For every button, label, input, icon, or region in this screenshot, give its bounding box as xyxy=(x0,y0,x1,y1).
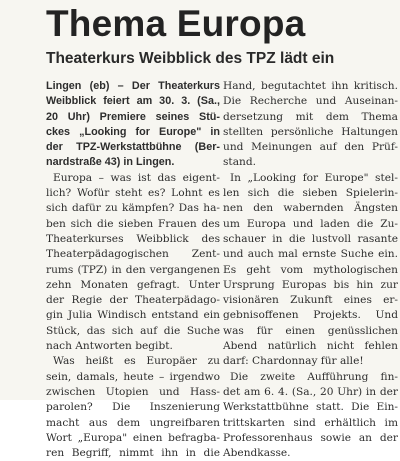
article-line: Hand, begutachtet ihn kritisch. xyxy=(223,80,398,92)
article-line: stand. xyxy=(223,156,256,169)
article-line: Abendkasse. xyxy=(223,447,291,460)
article-line: um Europa und laden die Zu- xyxy=(223,217,398,230)
article-line: ren Begriff, nimmt ihn in die xyxy=(46,447,220,460)
article-line: trittskarten sind erhältlich im xyxy=(223,416,398,429)
article-line: Abend natürlich nicht fehlen xyxy=(223,340,398,353)
article-line: sein, damals, heute – irgendwo xyxy=(46,370,220,383)
article-line: gin Julia Windisch entstand ein xyxy=(46,309,220,322)
article-line: was für einen genüsslichen xyxy=(223,324,398,337)
article-line: zehn Monaten gefragt. Unter xyxy=(46,278,220,291)
article-line: Ursprung Europas bis hin zur xyxy=(223,278,398,291)
article-line: Stück, das sich auf die Suche xyxy=(46,324,220,337)
article-line: In „Looking for Europe" stel- xyxy=(230,171,398,184)
article-column-left xyxy=(46,79,220,461)
article-line: Theaterkurses Weibblick des xyxy=(46,232,220,245)
article-line: nen den wabernden Ängsten xyxy=(223,202,398,215)
article-line: det am 6. 4. (Sa., 20 Uhr) in der xyxy=(223,385,398,398)
article-line: ckes „Looking for Europe" in xyxy=(46,125,220,138)
subheadline: Theaterkurs Weibblick des TPZ lädt ein xyxy=(46,50,335,67)
article-line: parolen? Die Inszenierung xyxy=(46,401,220,414)
article-line: Es geht vom mythologischen xyxy=(223,263,398,276)
article-line: sich dafür zu kämpfen? Das ha- xyxy=(46,202,220,215)
article-line: gebnisoffenen Projekts. Und xyxy=(223,309,398,322)
article-line: len sich die sieben Spielerin- xyxy=(223,187,398,200)
headline: Thema Europa xyxy=(46,3,306,44)
article-line: Was heißt es Europäer zu xyxy=(53,355,220,368)
article-line: und Meinungen auf den Prüf- xyxy=(223,141,398,154)
article-line: und auch mal ernste Suche ein. xyxy=(223,248,398,261)
article-line: Europa – was ist das eigent- xyxy=(53,171,220,184)
article-line: Lingen (eb) – Der Theaterkurs xyxy=(46,80,220,92)
article-line: zwischen Utopien und Hass- xyxy=(46,385,220,398)
article-line: Professorenhaus sowie an der xyxy=(223,431,398,444)
article-line: Wort „Europa" einen befragba- xyxy=(46,431,220,444)
article-line: 20 Uhr) Premiere seines Stü- xyxy=(46,110,220,123)
article-line: ben sich die sieben Frauen des xyxy=(46,217,220,230)
article-line: nach Antworten begibt. xyxy=(46,340,173,353)
article-line: Weibblick feiert am 30. 3. (Sa., xyxy=(46,95,220,108)
article-line: Die Recherche und Auseinan- xyxy=(223,95,398,108)
article-line: schauer in die lustvoll rasante xyxy=(223,232,398,245)
article-line: Werkstattbühne statt. Die Ein- xyxy=(223,401,398,414)
article-line: der TPZ-Werkstattbühne (Ber- xyxy=(46,141,220,154)
article-line: Die zweite Aufführung fin- xyxy=(230,370,398,383)
article-line: darf: Chardonnay für alle! xyxy=(223,355,364,368)
article-line: visionären Zukunft eines er- xyxy=(223,294,398,307)
article-line: lich? Wofür steht es? Lohnt es xyxy=(46,187,220,200)
article-line: stellten persönliche Haltungen xyxy=(223,125,398,138)
article-line: macht aus dem ungreifbaren xyxy=(46,416,220,429)
article-line: Theaterpädagogischen Zent- xyxy=(46,248,220,261)
article-line: der Regie der Theaterpädago- xyxy=(46,294,220,307)
article-line: rums (TPZ) in den vergangenen xyxy=(46,263,220,276)
article-line: nardstraße 43) in Lingen. xyxy=(46,156,175,169)
article-line: dersetzung mit dem Thema xyxy=(223,110,398,123)
article-column-right xyxy=(223,79,398,461)
